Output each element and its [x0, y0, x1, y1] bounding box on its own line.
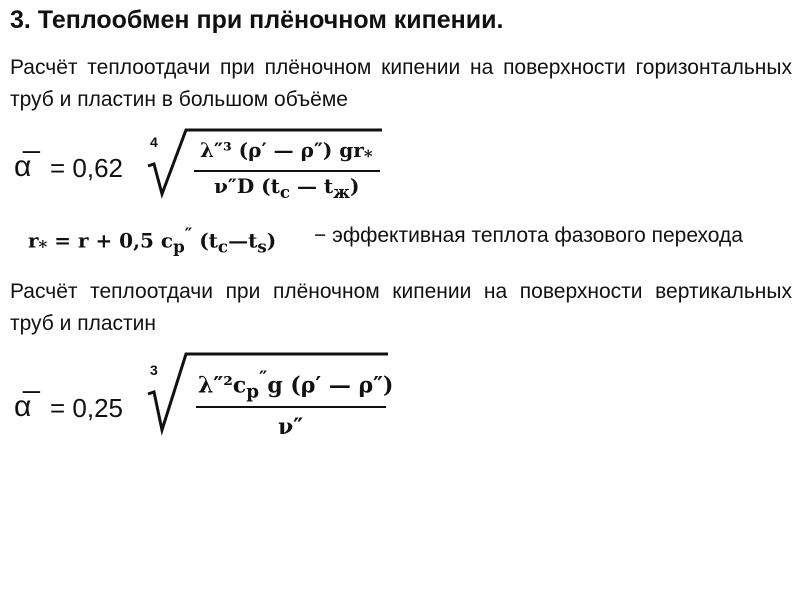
alpha-symbol: α̅	[14, 390, 32, 423]
formula2-expression: $r_* = r + 0,5$ $c_p''$ $(t_с—t_s)$	[28, 224, 277, 257]
formula3-denominator: ν″	[278, 414, 304, 440]
paragraph-vertical: Расчёт теплоотдачи при плёночном кипении на поверхности вертикальных труб и пластин	[10, 280, 792, 335]
root-index: 4	[150, 134, 158, 150]
alpha-symbol: α̅	[14, 150, 32, 183]
fraction-bar	[194, 170, 380, 172]
formula3-numerator: $\lambda''^2c_p''g$ (ρ′ — ρ″)	[198, 368, 394, 403]
fraction-bar	[196, 406, 386, 408]
formula1-coefficient: = 0,62	[50, 153, 124, 183]
formula1-numerator: λ″³ (ρ′ — ρ″) $gr_*$	[200, 138, 373, 166]
formula1-denominator: ν″D ($t_с$ — $t_ж$)	[214, 174, 360, 202]
formula3-coefficient: = 0,25	[50, 393, 124, 423]
slide-title: 3. Теплообмен при плёночном кипении.	[10, 6, 504, 34]
formula2-description: − эффективная теплота фазового перехода	[314, 224, 743, 247]
root-index: 3	[150, 362, 158, 378]
paragraph-horizontal: Расчёт теплоотдачи при плёночном кипении на поверхности горизонтальных труб и пластин в большом объёме	[10, 56, 792, 111]
